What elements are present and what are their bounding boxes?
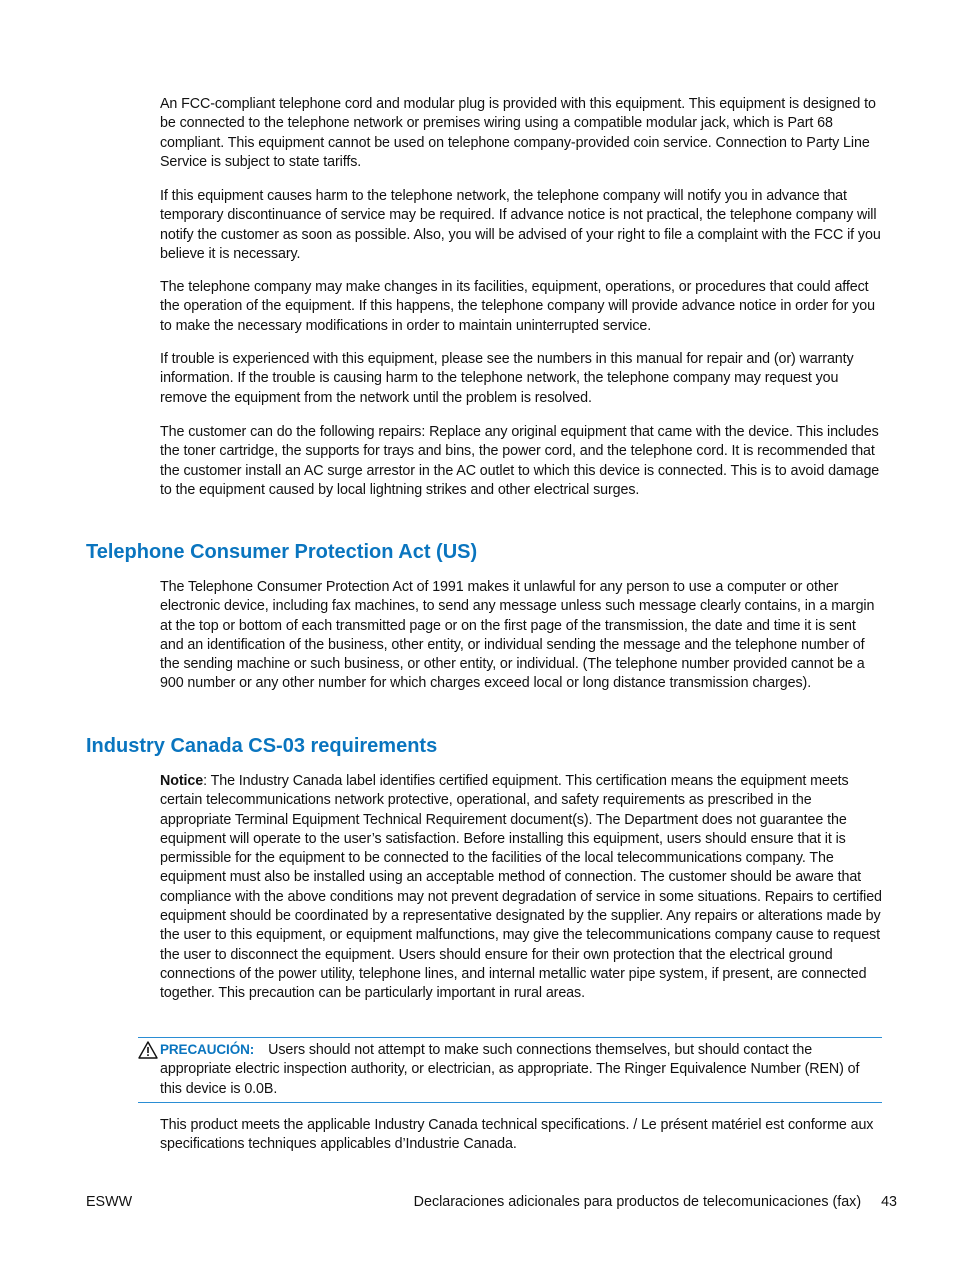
paragraph-tcpa-body: The Telephone Consumer Protection Act of 1991 makes it unlawful for any person to use a computer or other electronic device, including fax machines, to send any message unless such message clearly contains, in a margin at the top or bottom of each transmitted page or on the first page of the transmission, the date and time it is sent and an identification of the business, other entity, or individual sending the message and the telephone number of the sending machine or such business, or other entity, or individual. (The telephone number provided cannot be a 900 number or any other number for which charges exceed local or long distance transmission charges). bbox=[160, 579, 875, 692]
notice-body: : The Industry Canada label identifies certified equipment. This certification means the equipment meets certain telecommunications network protective, operational, and safety requirements as prescribed in the appropriate Terminal Equipment Technical Requirement document(s). The Department does not guarantee the equipment will operate to the user’s satisfaction. Before installing this equipment, users should ensure that it is permissible for the equipment to be connected to the facilities of the local telecommunications company. The equipment must also be installed using an acceptable method of connection. The customer should be aware that compliance with the above conditions may not prevent degradation of service in some situations. Repairs to certified equipment should be coordinated by a representative designated by the supplier. Any repairs or alterations made by the user to this equipment, or equipment malfunctions, may give the telecommunications company cause to request the user to disconnect the equipment. Users should ensure for their own protection that the electrical ground connections of the power utility, telephone lines, and internal metallic water pipe system, if present, are connected together. This precaution can be particularly important in rural areas. bbox=[160, 773, 882, 1002]
footer-title: Declaraciones adicionales para productos de telecomunicaciones (fax) bbox=[413, 1194, 862, 1210]
paragraph-harm-notice: If this equipment causes harm to the telephone network, the telephone company will notify you in advance that temporary discontinuance of service may be required. If advance notice is not practical, the telephone company will notify the customer as soon as possible. Also, you will be advised of your right to file a complaint with the FCC if you believe it is necessary. bbox=[160, 188, 881, 262]
notice-label: Notice bbox=[160, 773, 204, 789]
paragraph-canada-notice bbox=[160, 772, 882, 1004]
paragraph-customer-repairs: The customer can do the following repairs: Replace any original equipment that came with the device. This includes the toner cartridge, the supports for trays and bins, the power cord, and the telephone cord. It is recommended that the customer install an AC surge arrestor in the AC outlet to which this device is connected. This is to avoid damage to the equipment caused by local lightning strikes and other electrical surges. bbox=[160, 424, 880, 498]
footer-right bbox=[414, 1193, 897, 1212]
paragraph-canada-closing: This product meets the applicable Industry Canada technical specifications. / Le présent matériel est conforme aux specifications techniques applicables d’Industrie Canada. bbox=[160, 1117, 874, 1153]
caution-text: Users should not attempt to make such connections themselves, but should contact the appropriate electric inspection authority, or electrician, as appropriate. The Ringer Equivalence Number (REN) of this device is 0.0B. bbox=[160, 1042, 860, 1097]
paragraph-fcc-cord: An FCC-compliant telephone cord and modular plug is provided with this equipment. This equipment is designed to be connected to the telephone network or premises wiring using a compatible modular jack, which is Part 68 compliant. This equipment cannot be used on telephone company-provided coin service. Connection to Party Line Service is subject to state tariffs. bbox=[160, 96, 876, 170]
footer-locale: ESWW bbox=[86, 1194, 133, 1210]
caution-box bbox=[138, 1037, 882, 1103]
caution-label: PRECAUCIÓN: bbox=[160, 1042, 255, 1057]
heading-tcpa: Telephone Consumer Protection Act (US) bbox=[86, 541, 478, 563]
paragraph-company-changes: The telephone company may make changes in its facilities, equipment, operations, or procedures that could affect the operation of the equipment. If this happens, the telephone company will provide advance notice in order for you to make the necessary modifications in order to maintain uninterrupted service. bbox=[160, 279, 875, 334]
page-number: 43 bbox=[881, 1194, 897, 1210]
caution-text-block bbox=[160, 1040, 882, 1099]
paragraph-trouble: If trouble is experienced with this equipment, please see the numbers in this manual for repair and (or) warranty information. If the trouble is causing harm to the telephone network, the telephone company may request you remove the equipment from the network until the problem is resolved. bbox=[160, 351, 854, 406]
heading-industry-canada: Industry Canada CS-03 requirements bbox=[86, 735, 438, 757]
warning-triangle-icon bbox=[138, 1041, 158, 1059]
